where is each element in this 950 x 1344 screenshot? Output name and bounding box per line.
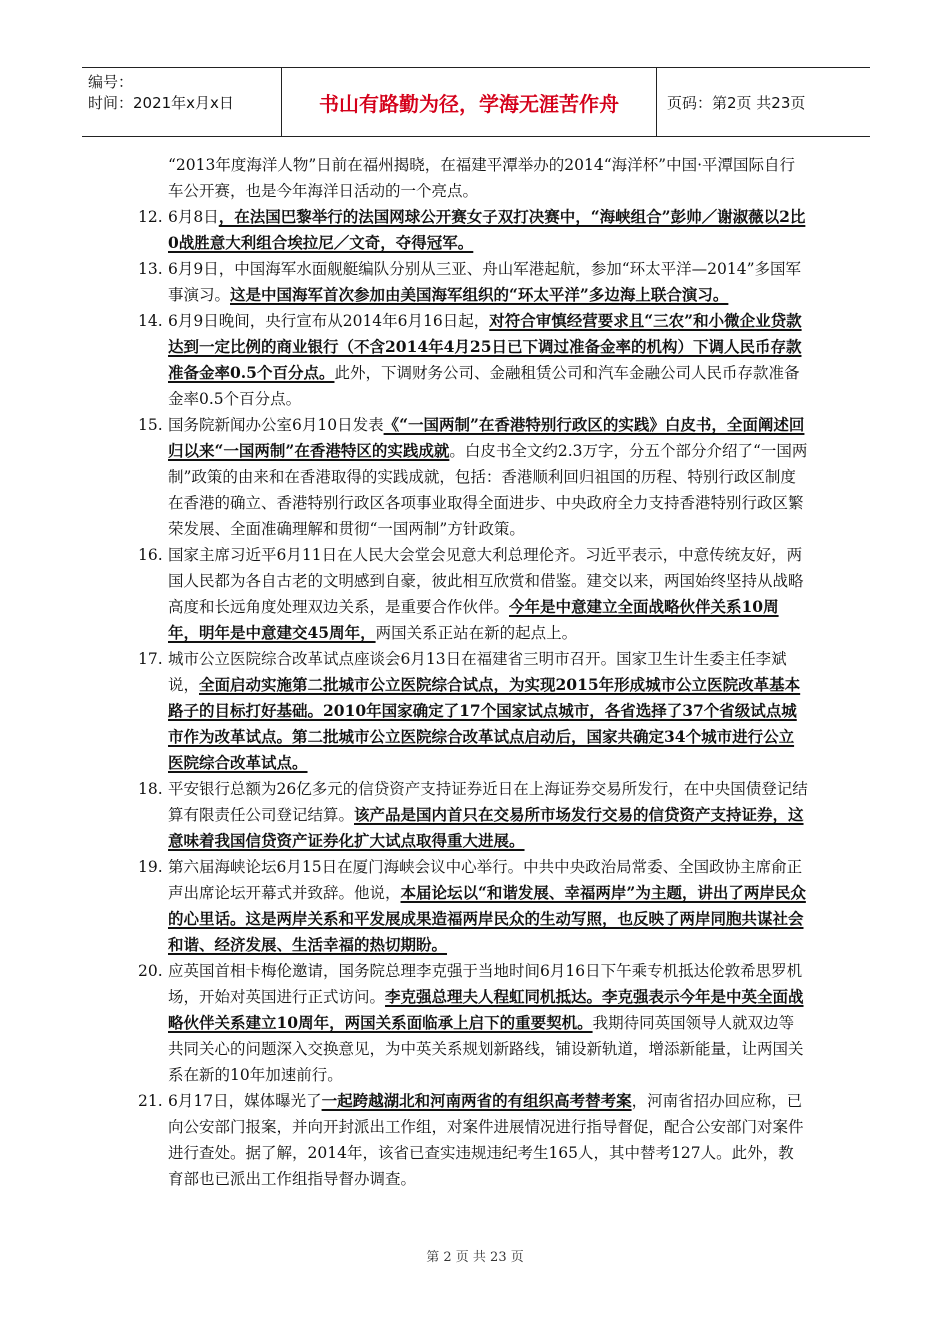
highlighted-text: 今年是中意建立全面战略伙伴关系10周年，明年是中意建交45周年， (168, 597, 779, 642)
item-number: 14. (138, 312, 163, 330)
highlighted-text: ，在法国巴黎举行的法国网球公开赛女子双打决赛中，“海峡组合”彭帅／谢淑薇以2比0战胜意大利组合埃拉尼／文奇，夺得冠军。 (168, 207, 806, 252)
news-item (138, 854, 808, 958)
item-number: 21. (138, 1092, 163, 1110)
news-item (138, 542, 808, 646)
body-text: 我期待同英国领导人就双边等共同关心的问题深入交换意见，为中英关系规划新路线，铺设新轨道，增添新能量，让两国关系在新的10年加速前行。 (168, 1014, 804, 1084)
header-motto: 书山有路勤为径，学海无涯苦作舟 (282, 68, 657, 136)
item-number: 20. (138, 962, 163, 980)
item-number: 13. (138, 260, 163, 278)
news-item (138, 646, 808, 776)
news-item (138, 412, 808, 542)
body-text: 6月9日晚间，央行宣布从2014年6月16日起， (168, 312, 490, 330)
doc-date-label: 时间：2021年x月x日 (88, 94, 234, 112)
highlighted-text: 对符合审慎经营要求且“三农”和小微企业贷款达到一定比例的商业银行（不含2014年4月25日已下调过准备金率的机构）下调人民币存款准备金率0.5个百分点。 (168, 311, 802, 382)
intro-paragraph: “2013年度海洋人物”日前在福州揭晓，在福建平潭举办的2014“海洋杯”中国·平潭国际自行车公开赛，也是今年海洋日活动的一个亮点。 (168, 156, 796, 200)
news-item (138, 958, 808, 1088)
news-item (138, 776, 808, 854)
item-number: 15. (138, 416, 163, 434)
page-header (82, 67, 870, 137)
highlighted-text: 该产品是国内首只在交易所市场发行交易的信贷资产支持证券，这意味着我国信贷资产证券化扩大试点取得重大进展。 (168, 805, 804, 850)
item-number: 16. (138, 546, 163, 564)
body-text: 6月17日，媒体曝光了 (168, 1092, 322, 1110)
item-number: 19. (138, 858, 163, 876)
body-text: 6月8日 (168, 208, 219, 226)
body-text: 此外，下调财务公司、金融租赁公司和汽车金融公司人民币存款准备金率0.5个百分点。 (168, 364, 800, 408)
highlighted-text: 李克强总理夫人程虹同机抵达。李克强表示今年是中英全面战略伙伴关系建立10周年，两国关系面临承上启下的重要契机。 (168, 987, 804, 1032)
body-text: ，河南省招办回应称，已向公安部门报案，并向开封派出工作组，对案件进展情况进行指导督促，配合公安部门对案件进行查处。据了解，2014年，该省已查实违规违纪考生165人，其中替考127人。此外，教育部也已派出工作组指导督办调查。 (168, 1092, 804, 1188)
body-text: 应英国首相卡梅伦邀请，国务院总理李克强于当地时间6月16日下午乘专机抵达伦敦希思罗机场，开始对英国进行正式访问。 (168, 962, 803, 1006)
item-number: 18. (138, 780, 163, 798)
news-item (138, 204, 808, 256)
page-footer: 第 2 页 共 23 页 (426, 1250, 524, 1265)
doc-code-label: 编号： (88, 73, 134, 91)
body-text: 平安银行总额为26亿多元的信贷资产支持证券近日在上海证券交易所发行，在中央国债登记结算有限责任公司登记结算。 (168, 780, 808, 824)
highlighted-text: 这是中国海军首次参加由美国海军组织的“环太平洋”多边海上联合演习。 (230, 285, 729, 304)
news-item (138, 1088, 808, 1192)
body-text: 国务院新闻办公室6月10日发表 (168, 416, 384, 434)
highlighted-text: 本届论坛以“和谐发展、幸福两岸”为主题，讲出了两岸民众的心里话。这是两岸关系和平发展成果造福两岸民众的生动写照，也反映了两岸同胞共谋社会和谐、经济发展、生活幸福的热切期盼。 (168, 883, 806, 954)
body-text: 城市公立医院综合改革试点座谈会6月13日在福建省三明市召开。国家卫生计生委主任李斌说， (168, 650, 787, 694)
header-meta (82, 68, 282, 136)
body-text: 6月9日，中国海军水面舰艇编队分别从三亚、舟山军港起航，参加“环太平洋—2014”多国军事演习。 (168, 260, 802, 304)
item-number: 17. (138, 650, 163, 668)
highlighted-text: 全面启动实施第二批城市公立医院综合试点，为实现2015年形成城市公立医院改革基本路子的目标打好基础。2010年国家确定了17个国家试点城市，各省选择了37个省级试点城市作为改革试点。第二批城市公立医院综合改革试点启动后，国家共确定34个城市进行公立医院综合改革试点。 (168, 675, 801, 772)
header-page-info: 页码：第2页 共23页 (667, 93, 806, 112)
item-number: 12. (138, 208, 163, 226)
body-text: 国家主席习近平6月11日在人民大会堂会见意大利总理伦齐。习近平表示，中意传统友好，两国人民都为各自古老的文明感到自豪，彼此相互欣赏和借鉴。建交以来，两国始终坚持从战略高度和长远角度处理双边关系，是重要合作伙伴。 (168, 546, 804, 616)
document-body (138, 152, 808, 1192)
body-text: 两国关系正站在新的起点上。 (375, 624, 578, 642)
news-item (138, 256, 808, 308)
news-list (138, 204, 808, 1192)
highlighted-text: 一起跨越湖北和河南两省的有组织高考替考案 (321, 1091, 632, 1110)
news-item (138, 308, 808, 412)
body-text: 。白皮书全文约2.3万字，分五个部分介绍了“一国两制”政策的由来和在香港取得的实践成就，包括：香港顺利回归祖国的历程、特别行政区制度在香港的确立、香港特别行政区各项事业取得全面进步、中央政府全力支持香港特别行政区繁荣发展、全面准确理解和贯彻“一国两制”方针政策。 (168, 442, 808, 538)
highlighted-text: 《“一国两制”在香港特别行政区的实践》白皮书，全面阐述回归以来“一国两制”在香港特区的实践成就 (168, 415, 805, 460)
body-text: 第六届海峡论坛6月15日在厦门海峡会议中心举行。中共中央政治局常委、全国政协主席俞正声出席论坛开幕式并致辞。他说， (168, 858, 803, 902)
